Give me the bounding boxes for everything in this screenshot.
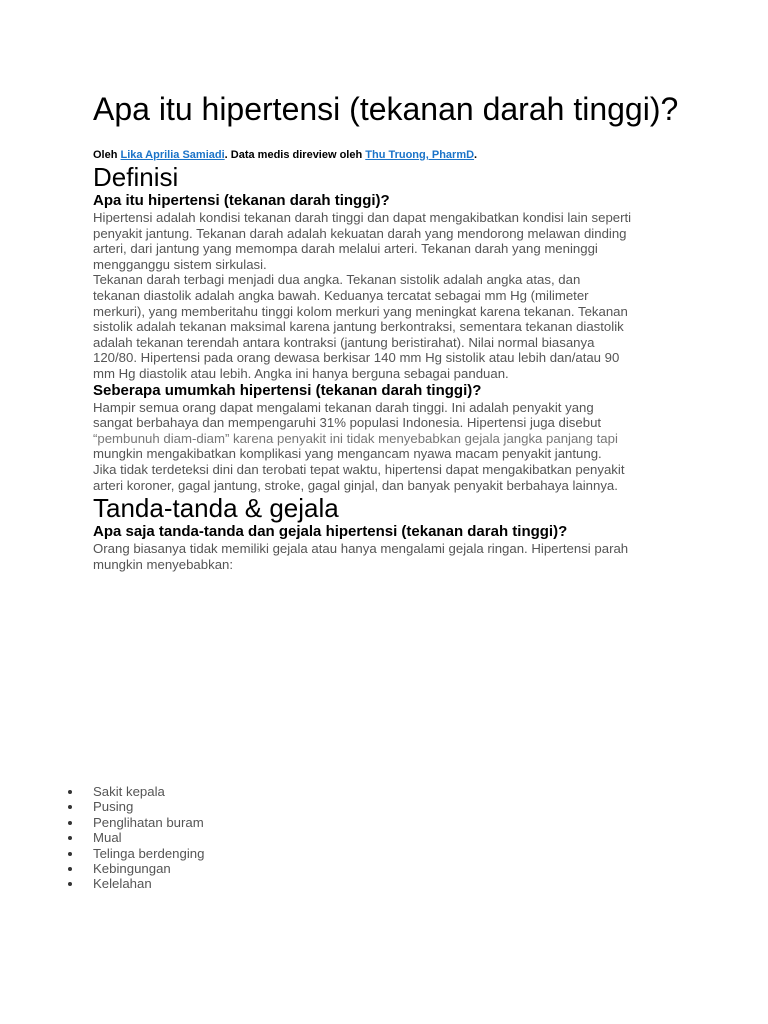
subheading-seberapa-umum: Seberapa umumkah hipertensi (tekanan darah tinggi)? — [93, 381, 482, 399]
article — [93, 89, 683, 572]
list-item — [0, 861, 204, 876]
subheading-apa-itu: Apa itu hipertensi (tekanan darah tinggi)? — [93, 192, 390, 209]
byline-middle: . Data medis direview oleh — [224, 149, 366, 161]
text-line: Hampir semua orang dapat mengalami tekanan darah tinggi. Ini adalah penyakit yang — [93, 399, 594, 415]
text-line: mungkin mengakibatkan komplikasi yang mengancam nyawa macam penyakit jantung. — [93, 446, 602, 462]
text-line: mm Hg diastolik atau lebih. Angka ini hanya berguna sebagai panduan. — [93, 365, 509, 381]
text-line: mungkin menyebabkan: — [93, 556, 234, 572]
page-title: Apa itu hipertensi (tekanan darah tinggi)? — [93, 91, 679, 127]
bullet-icon — [68, 821, 72, 825]
text-line: 120/80. Hipertensi pada orang dewasa berkisar 140 mm Hg sistolik atau lebih dan/atau 90 — [93, 350, 620, 366]
symptom-label: Penglihatan buram — [93, 814, 204, 830]
list-item — [0, 815, 204, 830]
symptom-label: Telinga berdenging — [93, 845, 205, 861]
symptom-list — [0, 784, 204, 892]
text-line: “pembunuh diam-diam” karena penyakit ini tidak menyebabkan gejala jangka panjang tapi — [93, 430, 618, 446]
text-line: arteri koroner, gagal jantung, stroke, gagal ginjal, dan banyak penyakit berbahaya lainnya. — [93, 477, 618, 493]
byline-suffix: . — [474, 149, 478, 161]
bullet-icon — [68, 882, 72, 886]
byline-prefix: Oleh — [93, 149, 121, 161]
text-line: Tekanan darah terbagi menjadi dua angka. Tekanan sistolik adalah angka atas, dan — [93, 272, 581, 288]
bullet-icon — [68, 836, 72, 840]
bullet-icon — [68, 790, 72, 794]
paragraph-blood-pressure-numbers — [93, 272, 683, 381]
text-line: sistolik adalah tekanan maksimal karena jantung berkontraksi, sementara tekanan diastolik — [93, 319, 624, 335]
paragraph-prevalence — [93, 400, 683, 462]
reviewer-link[interactable]: Thu Truong, PharmD — [365, 149, 475, 161]
byline — [93, 148, 683, 162]
paragraph-definition — [93, 210, 683, 272]
list-item — [0, 876, 204, 891]
symptom-label: Kebingungan — [93, 861, 171, 877]
text-line: mengganggu sistem sirkulasi. — [93, 256, 267, 272]
symptom-label: Pusing — [93, 799, 134, 815]
list-item — [0, 846, 204, 861]
text-line: Jika tidak terdeteksi dini dan terobati tepat waktu, hipertensi dapat mengakibatkan penyakit — [93, 461, 625, 477]
text-line: arteri, dari jantung yang memompa darah melalui arteri. Tekanan darah yang meninggi — [93, 241, 598, 257]
text-line: Orang biasanya tidak memiliki gejala atau hanya mengalami gejala ringan. Hipertensi parah — [93, 541, 629, 557]
symptom-label: Mual — [93, 830, 122, 846]
bullet-icon — [68, 805, 72, 809]
subheading-apa-saja-gejala: Apa saja tanda-tanda dan gejala hipertensi (tekanan darah tinggi)? — [93, 523, 568, 541]
paragraph-complications — [93, 462, 683, 493]
text-line: merkuri), yang memberitahu tinggi kolom merkuri yang meningkat karena tekanan. Tekanan — [93, 303, 628, 319]
text-line: sangat berbahaya dan mempengaruhi 31% populasi Indonesia. Hipertensi juga disebut — [93, 415, 602, 431]
list-item — [0, 830, 204, 845]
text-line: Hipertensi adalah kondisi tekanan darah tinggi dan dapat mengakibatkan kondisi lain seperti — [93, 210, 632, 225]
section-heading-definisi: Definisi — [93, 162, 179, 192]
section-heading-tanda-gejala: Tanda-tanda & gejala — [93, 493, 339, 524]
author-link[interactable]: Lika Aprilia Samiadi — [120, 149, 225, 161]
text-line: adalah tekanan terendah antara kontraksi (jantung beristirahat). Nilai normal biasanya — [93, 334, 595, 350]
list-item — [0, 784, 204, 799]
symptom-label: Sakit kepala — [93, 784, 165, 799]
symptom-label: Kelelahan — [93, 876, 152, 892]
paragraph-symptoms-intro — [93, 541, 683, 572]
bullet-icon — [68, 867, 72, 871]
list-item — [0, 799, 204, 814]
bullet-icon — [68, 852, 72, 856]
text-line: tekanan diastolik adalah angka bawah. Keduanya tercatat sebagai mm Hg (milimeter — [93, 287, 589, 303]
text-line: penyakit jantung. Tekanan darah adalah kekuatan darah yang mendorong melawan dinding — [93, 225, 627, 241]
